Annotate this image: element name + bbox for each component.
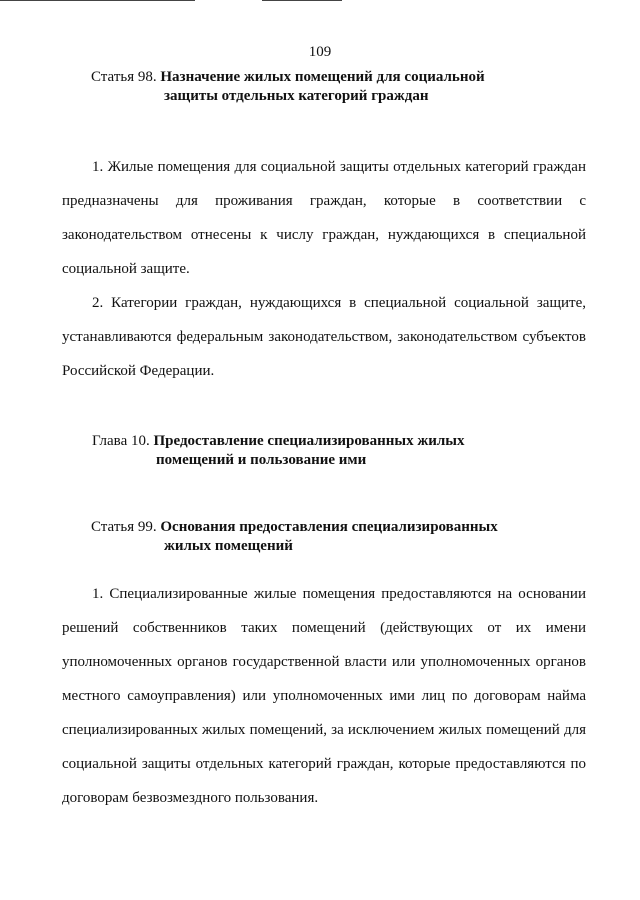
article-99-paragraph-1: 1. Специализированные жилые помещения предоставляются на основании решений собственников таких помещений (действующих от их имени уполномоченных органов государственной власти или уполномоченных органов местного самоуправления) или уполномоченных ими лиц по договорам найма специализированных жилых помещений, за исключением жилых помещений для социальной защиты отдельных категорий граждан, которые предоставляются по договорам безвозмездного пользования. [62, 586, 586, 806]
article-98-prefix: Статья 98. [91, 69, 157, 85]
article-98-paragraph-2: 2. Категории граждан, нуждающихся в специальной социальной защите, устанавливаются федеральным законодательством, законодательством субъектов Российской Федерации. [62, 295, 586, 379]
scan-artifact-line [262, 0, 342, 1]
scan-artifact-line [0, 0, 195, 1]
article-98-heading [91, 68, 485, 106]
article-99-prefix: Статья 99. [91, 519, 157, 535]
article-99-title-line2: жилых помещений [164, 538, 293, 554]
article-98-title-line1: Назначение жилых помещений для социальной [160, 69, 485, 85]
article-98-paragraph-1: 1. Жилые помещения для социальной защиты отдельных категорий граждан предназначены для проживания граждан, которые в соответствии с законодательством отнесены к числу граждан, нуждающихся в специальной социальной защите. [62, 159, 586, 277]
chapter-10-heading [92, 432, 465, 470]
article-99-title-line1: Основания предоставления специализированных [160, 519, 498, 535]
chapter-10-title-line2: помещений и пользование ими [156, 452, 367, 468]
chapter-10-prefix: Глава 10. [92, 433, 150, 449]
page-number: 109 [308, 44, 332, 60]
chapter-10-title-line1: Предоставление специализированных жилых [153, 433, 465, 449]
article-98-title-line2: защиты отдельных категорий граждан [164, 88, 429, 104]
article-99-heading [91, 518, 498, 556]
